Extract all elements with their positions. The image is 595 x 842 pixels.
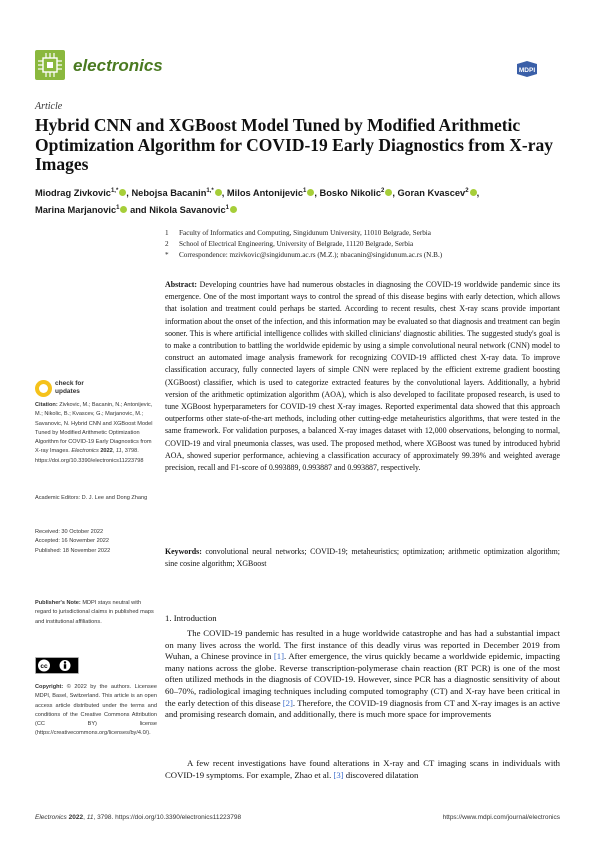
accepted-date: Accepted: 16 November 2022 bbox=[35, 538, 110, 545]
footer-citation: Electronics 2022, 11, 3798. https://doi.org/10.3390/electronics11223798 bbox=[35, 814, 242, 821]
author-name: Milos Antonijevic bbox=[226, 188, 304, 199]
abstract-label: Abstract: bbox=[165, 280, 197, 289]
citation-block: Citation: Zivkovic, M.; Bacanin, N.; Antonijevic, M.; Nikolic, B.; Kvascev, G.; Marjanovic, M.; Savanovic, N. Hybrid CNN and XGBoost Model Tuned by Modified Arithmetic Optimization Algorithm for COVID-19 Early Diagnostics from X-ray Images. Electronics 2022, 11, 3798. https://doi.org/10.3390/electronics11223798 bbox=[35, 402, 153, 464]
orcid-icon[interactable] bbox=[119, 189, 126, 196]
footer-journal-url[interactable]: https://www.mdpi.com/journal/electronics bbox=[442, 814, 560, 821]
affiliation-item: 1 Faculty of Informatics and Computing, Singidunum University, 11010 Belgrade, Serbia bbox=[165, 229, 431, 237]
abstract-text: Developing countries have had numerous obstacles in diagnosing the COVID-19 worldwide pandemic since its emergence. One of the most important ways to control the spread of this disease begins with early detection, which allows that isolation and treatment could perhaps be started. According to recent results, chest X-ray scans provide important information about the onset of the infection, and this information may be evaluated so that diagnosis and treatment can begin sooner. This is where artificial intelligence collides with skilled clinicians' diagnostic abilities. The suggested study's goal is to make a contribution to battling the worldwide epidemic by using a simple convolutional neural network (CNN) model to construct an automated image analysis framework for recognizing COVID-19 afflicted chest X-ray data. To improve classification accuracy, fully connected layers of simple CNN were replaced by the efficient extreme gradient boosting (XGBoost) classifier, which is used to categorize extracted features by the convolutional layers. Additionally, a hybrid version of the arithmetic optimization algorithm (AOA), which is also developed to facilitate proposed research, is used to tune XGBoost hyperparameters for COVID-19 chest X-ray images. Reported experimental data showed that this approach outperforms other state-of-the-art methods, including other cutting-edge metaheuristics algorithms, that were tested in the same framework. For validation purposes, a balanced X-ray images dataset with 12,000 observations, belonging to normal, COVID-19 and viral pneumonia classes, was used. The proposed method, where XGBoost was tuned by introduced hybrid AOA, showed superior performance, achieving a classification accuracy of approximately 99.39% and weighted average precision, recall and F1-score of 0.993889, 0.993887 and 0.993887, respectively. bbox=[165, 280, 560, 473]
orcid-icon[interactable] bbox=[120, 206, 127, 213]
publication-dates bbox=[35, 528, 157, 556]
author-name: Bosko Nikolic bbox=[319, 188, 382, 199]
keywords-text: convolutional neural networks; COVID-19; metaheuristics; optimization; arithmetic optimization algorithm; sine cosine algorithm; XGBoost bbox=[165, 547, 560, 569]
svg-text:MDPI: MDPI bbox=[518, 67, 536, 74]
reference-link[interactable]: [2] bbox=[282, 697, 293, 708]
orcid-icon[interactable] bbox=[230, 206, 237, 213]
svg-text:cc: cc bbox=[40, 663, 48, 670]
orcid-icon[interactable] bbox=[385, 189, 392, 196]
author-name: Nikola Savanovic bbox=[149, 205, 226, 216]
reference-link[interactable]: [3] bbox=[333, 769, 344, 780]
body-paragraph: The COVID-19 pandemic has resulted in a huge worldwide catastrophe and has had a substantial impact on many lives across the world. The first instance of this deadly virus was reported in December 2019 from Wuhan, a Chinese province in [1]. After emergence, the virus quickly became a worldwide epidemic, impacting many nations across the globe. Reverse transcription-polymerase chain reaction (RT PCR) is one of the most often utilized methods in the diagnosis of COVID-19. However, since PCR has a diagnostic sensitivity of about 60–70%, radiological imaging techniques including computed tomography (CT) and X-ray have been critical in the early detection of this disease [2]. Therefore, the COVID-19 diagnosis from CT and X-ray images is an active and promising research domain, and additionally, there is much more space for improvements bbox=[165, 628, 560, 720]
reference-link[interactable]: [1] bbox=[273, 651, 285, 662]
check-updates-icon bbox=[35, 380, 52, 397]
received-date: Received: 30 October 2022 bbox=[35, 529, 104, 535]
article-title: Hybrid CNN and XGBoost Model Tuned by Modified Arithmetic Optimization Algorithm for COVID-19 Early Diagnostics from X-ray Images bbox=[35, 115, 553, 174]
affiliations bbox=[165, 228, 565, 261]
author-name: Nebojsa Bacanin bbox=[131, 188, 207, 199]
orcid-icon[interactable] bbox=[470, 189, 477, 196]
body-paragraph: A few recent investigations have found alterations in X-ray and CT imaging scans in individuals with COVID-19 symptoms. For example, Zhao et al. [3] discovered dilatation bbox=[165, 758, 560, 780]
author-name: Goran Kvascev bbox=[397, 188, 466, 199]
cc-by-license-icon[interactable] bbox=[35, 657, 79, 674]
journal-name: electronics bbox=[73, 56, 163, 75]
keywords-label: Keywords: bbox=[165, 547, 202, 556]
orcid-icon[interactable] bbox=[307, 189, 314, 196]
published-date: Published: 18 November 2022 bbox=[35, 547, 111, 554]
orcid-icon[interactable] bbox=[215, 189, 222, 196]
publisher-note: Publisher's Note: MDPI stays neutral with regard to jurisdictional claims in published maps and institutional affiliations. bbox=[35, 600, 154, 625]
author-name: Miodrag Zivkovic bbox=[35, 188, 111, 199]
author-list: Miodrag Zivkovic$^{1,*}$ , Nebojsa Bacanin$^{1,*}$ , Milos Antonijevic$^1$ , Bosko Nikolic$^2$ , Goran Kvascev$^2$ , Marina Marjanovic$^1$ and Nikola Savanovic$^1$ bbox=[35, 188, 480, 216]
academic-editors: Academic Editors: D. J. Lee and Dong Zhang bbox=[35, 495, 148, 501]
check-for-updates-badge[interactable]: check for updates bbox=[35, 380, 95, 398]
electronics-chip-logo-icon bbox=[35, 50, 65, 80]
affiliation-item: 2 School of Electrical Engineering, University of Belgrade, 11120 Belgrade, Serbia bbox=[165, 240, 414, 248]
journal-logo bbox=[35, 50, 65, 80]
mdpi-logo-icon bbox=[514, 60, 540, 78]
author-name: Marina Marjanovic bbox=[35, 205, 117, 216]
correspondence: * Correspondence: mzivkovic@singidunum.ac.rs (M.Z.); nbacanin@singidunum.ac.rs (N.B.) bbox=[165, 251, 443, 259]
copyright-notice: Copyright: © 2022 by the authors. Licensee MDPI, Basel, Switzerland. This article is an open access article distributed under the terms and conditions of the Creative Commons Attribution (CC BY) license (https://creativecommons.org/licenses/by/4.0/). bbox=[35, 684, 157, 737]
keywords bbox=[165, 546, 560, 570]
abstract bbox=[165, 279, 560, 474]
article-type: Article bbox=[35, 101, 63, 112]
section-heading: 1. Introduction bbox=[165, 613, 217, 623]
